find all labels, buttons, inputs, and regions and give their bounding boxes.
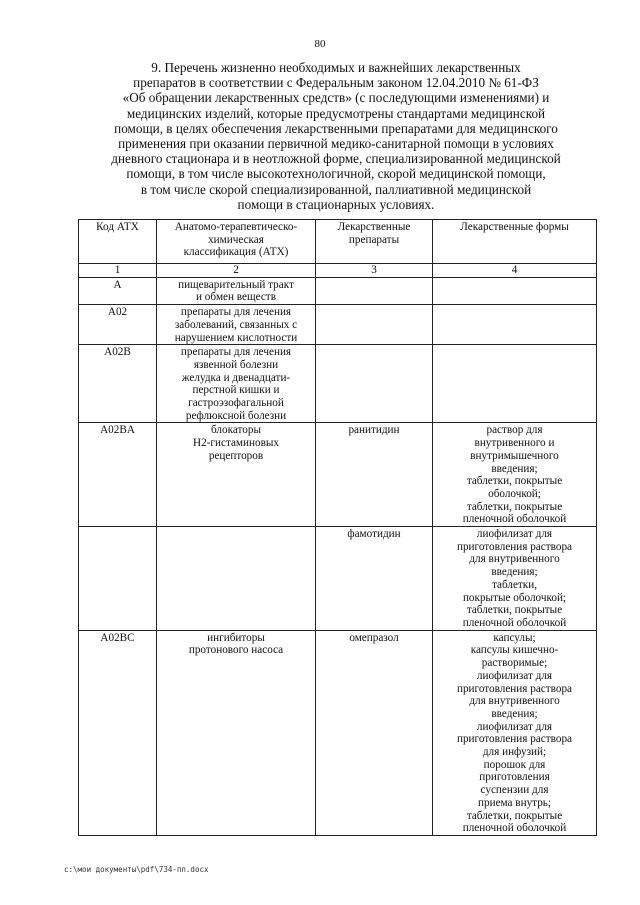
cell-line: капсулы; (493, 631, 536, 644)
cell-line: перстной кишки и (192, 384, 280, 397)
column-number: 2 (157, 264, 316, 278)
cell-drug (316, 423, 433, 527)
page-number: 80 (314, 38, 326, 50)
cell-line: язвенной болезни (193, 358, 279, 371)
cell-line: внутривенного и (474, 437, 555, 450)
cell-line: таблетки, покрытые (466, 475, 563, 488)
cell-line: препараты для лечения (180, 346, 292, 359)
cell-line: Код АТХ (96, 221, 139, 233)
heading-line: «Об обращении лекарственных средств» (с последующими изменениями) и (122, 90, 550, 106)
cell-line: приготовления раствора (456, 540, 573, 553)
cell-line: для инфузий; (482, 746, 547, 759)
heading-line: помощи, в том числе высокотехнологичной, скорой медицинской помощи, (126, 166, 546, 182)
cell-drug (316, 277, 433, 304)
heading-line: помощи в стационарных условиях. (237, 196, 435, 212)
cell-line: H2-гистаминовых (193, 437, 279, 450)
cell-line: приготовления раствора (456, 733, 573, 746)
cell-drug (316, 630, 433, 835)
cell-line: капсулы кишечно- (470, 644, 559, 657)
header-code (79, 220, 157, 264)
heading-line: препаратов в соответствии с Федеральным законом 12.04.2010 № 61-ФЗ (133, 75, 539, 91)
cell-forms (433, 630, 597, 835)
cell-line: блокаторы (211, 424, 261, 437)
table-row (79, 345, 597, 423)
cell-drug (316, 527, 433, 631)
cell-line: для внутривенного (469, 695, 560, 708)
cell-line: нарушением кислотности (174, 331, 298, 344)
heading-line: применения при оказании первичной медико-санитарной помощи в условиях (118, 136, 554, 152)
cell-line: оболочкой; (488, 487, 541, 500)
cell-code (79, 277, 157, 304)
cell-classification (157, 630, 316, 835)
heading-line: дневного стационара и в неотложной форме, специализированной медицинской (111, 151, 561, 167)
cell-line: введения; (491, 707, 538, 720)
cell-line: A02BA (100, 424, 135, 437)
cell-line: пищеварительный тракт (178, 278, 294, 291)
heading-line: в том числе скорой специализированной, паллиативной медицинской (140, 181, 532, 197)
cell-line: препараты (348, 233, 400, 246)
cell-line: порошок для (483, 758, 546, 771)
cell-code (79, 305, 157, 345)
cell-code (79, 345, 157, 423)
cell-line: Лекарственные формы (460, 221, 569, 233)
cell-line: рефлюксной болезни (185, 409, 287, 422)
column-number-row (79, 264, 597, 278)
cell-line: пленочной оболочкой (462, 822, 567, 835)
column-number: 1 (79, 264, 157, 278)
cell-classification (157, 305, 316, 345)
cell-code (79, 423, 157, 527)
cell-line: ранитидин (348, 424, 400, 437)
cell-line: фамотидин (347, 528, 401, 541)
cell-line: лиофилизат для (476, 528, 553, 541)
cell-line: лиофилизат для (476, 720, 553, 733)
table-row (79, 277, 597, 304)
cell-line: A02 (107, 306, 128, 319)
cell-line: покрытые оболочкой; (462, 591, 567, 604)
file-path-footer: c:\мои документы\pdf\734-пп.docx (64, 865, 209, 874)
cell-line: для внутривенного (469, 553, 560, 566)
atx-drug-table (78, 219, 597, 836)
cell-line: растворимые; (481, 657, 548, 670)
cell-line: введения; (491, 566, 538, 579)
cell-classification (157, 277, 316, 304)
cell-line: A02B (104, 346, 131, 359)
cell-line: раствор для (486, 424, 543, 437)
cell-forms (433, 305, 597, 345)
cell-forms (433, 423, 597, 527)
cell-line: пленочной оболочкой (462, 616, 567, 629)
cell-line: Лекарственные (337, 221, 411, 233)
cell-line: приготовления раствора (456, 682, 573, 695)
cell-line: гастроэзофагальной (188, 397, 284, 410)
cell-line: A (113, 278, 122, 291)
cell-code (79, 630, 157, 835)
cell-drug (316, 345, 433, 423)
cell-line: препараты для лечения (180, 306, 292, 319)
cell-classification (157, 527, 316, 631)
cell-line: лиофилизат для (476, 669, 553, 682)
cell-forms (433, 527, 597, 631)
cell-classification (157, 345, 316, 423)
cell-line: введения; (491, 462, 538, 475)
cell-line: омепразол (349, 631, 399, 644)
cell-line: ингибиторы (207, 631, 265, 644)
cell-line: классификация (АТХ) (183, 246, 289, 259)
cell-line: химическая (208, 233, 264, 246)
cell-drug (316, 305, 433, 345)
table-header-row (79, 220, 597, 264)
cell-line: внутримышечного (470, 449, 559, 462)
cell-line: пленочной оболочкой (462, 513, 567, 526)
cell-line: таблетки, покрытые (466, 500, 563, 513)
table-row (79, 630, 597, 835)
cell-line: таблетки, (491, 578, 538, 591)
document-heading (80, 60, 592, 212)
cell-line: желудка и двенадцати- (181, 371, 291, 384)
heading-line: медицинских изделий, которые предусмотрены стандартами медицинской (126, 105, 546, 121)
heading-line: 9. Перечень жизненно необходимых и важнейших лекарственных (151, 60, 521, 75)
cell-line: суспензии для (480, 784, 549, 797)
cell-classification (157, 423, 316, 527)
cell-line: таблетки, покрытые (466, 809, 563, 822)
table-row (79, 305, 597, 345)
cell-line: A02BC (100, 631, 135, 644)
cell-line: протонового насоса (188, 644, 284, 657)
table-row (79, 527, 597, 631)
column-number: 3 (316, 264, 433, 278)
header-forms (433, 220, 597, 264)
cell-line: приготовления (479, 771, 550, 784)
cell-code (79, 527, 157, 631)
cell-line: таблетки, покрытые (466, 604, 563, 617)
column-number: 4 (433, 264, 597, 278)
header-classification (157, 220, 316, 264)
cell-line: и обмен веществ (196, 291, 276, 304)
cell-line: рецепторов (208, 449, 264, 462)
header-drug (316, 220, 433, 264)
cell-forms (433, 345, 597, 423)
cell-line: приема внутрь; (478, 796, 551, 809)
cell-forms (433, 277, 597, 304)
table-body (79, 220, 597, 836)
heading-line: помощи, в целях обеспечения лекарственными препаратами для медицинского (114, 120, 558, 136)
table-row (79, 423, 597, 527)
cell-line: Анатомо-терапевтическо- (174, 221, 298, 233)
cell-line: заболеваний, связанных с (174, 318, 298, 331)
